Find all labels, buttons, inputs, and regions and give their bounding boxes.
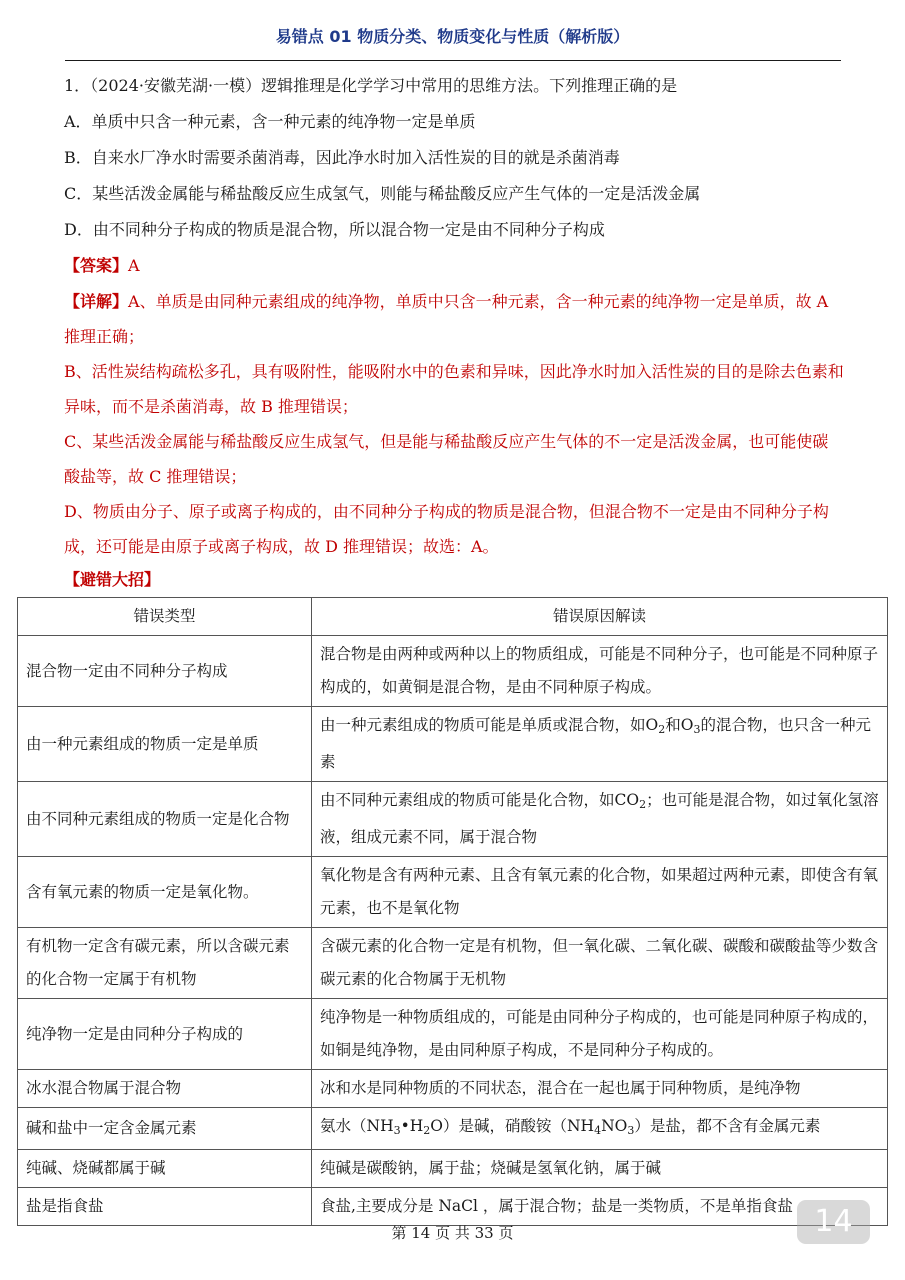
option-b: B．自来水厂净水时需要杀菌消毒，因此净水时加入活性炭的目的就是杀菌消毒 bbox=[64, 148, 620, 167]
table-header-row bbox=[18, 598, 888, 636]
error-reason-cell: 由不同种元素组成的物质可能是化合物，如$CO_2$；也可能是混合物，如过氧化氢溶液，组成元素不同，属于混合物 bbox=[312, 782, 888, 857]
page-number-badge[interactable]: 14 bbox=[797, 1200, 870, 1244]
question-stem: 1．（2024·安徽芜湖·一模）逻辑推理是化学学习中常用的思维方法。下列推理正确的是 bbox=[64, 76, 678, 95]
page-title: 易错点 01 物质分类、物质变化与性质（解析版） bbox=[275, 27, 630, 46]
table-row bbox=[18, 999, 888, 1070]
table-row bbox=[18, 1188, 888, 1226]
table-row bbox=[18, 1070, 888, 1108]
error-type-cell: 由一种元素组成的物质一定是单质 bbox=[18, 707, 312, 782]
detail-text-a: A、单质是由同种元素组成的纯净物，单质中只含一种元素，含一种元素的纯净物一定是单质，故 A 推理正确； bbox=[64, 292, 829, 346]
table-row bbox=[18, 928, 888, 999]
error-reason-cell: 食盐,主要成分是 NaCl ，属于混合物；盐是一类物质，不是单指食盐 bbox=[312, 1188, 888, 1226]
detail-paragraph-b: B、活性炭结构疏松多孔，具有吸附性，能吸附水中的色素和异味，因此净水时加入活性炭的目的是除去色素和异味，而不是杀菌消毒，故 B 推理错误； bbox=[64, 362, 844, 416]
error-type-cell: 冰水混合物属于混合物 bbox=[18, 1070, 312, 1108]
answer-label: 【答案】 bbox=[64, 256, 129, 275]
answer-value: A bbox=[128, 256, 140, 275]
error-type-cell: 有机物一定含有碳元素，所以含碳元素的化合物一定属于有机物 bbox=[18, 928, 312, 999]
option-d: D．由不同种分子构成的物质是混合物，所以混合物一定是由不同种分子构成 bbox=[64, 220, 605, 239]
detail-paragraph-c: C、某些活泼金属能与稀盐酸反应生成氢气，但是能与稀盐酸反应产生气体的不一定是活泼金属，也可能使碳酸盐等，故 C 推理错误； bbox=[64, 432, 829, 486]
table-row bbox=[18, 857, 888, 928]
error-type-cell: 碱和盐中一定含金属元素 bbox=[18, 1108, 312, 1150]
error-type-cell: 纯净物一定是由同种分子构成的 bbox=[18, 999, 312, 1070]
error-reason-cell: 混合物是由两种或两种以上的物质组成，可能是不同种分子，也可能是不同种原子构成的，如黄铜是混合物，是由不同种原子构成。 bbox=[312, 636, 888, 707]
detail-block bbox=[64, 284, 844, 564]
detail-paragraph-a bbox=[64, 284, 844, 354]
option-a: A．单质中只含一种元素，含一种元素的纯净物一定是单质 bbox=[64, 112, 476, 131]
error-type-cell: 盐是指食盐 bbox=[18, 1188, 312, 1226]
detail-paragraph-d: D、物质由分子、原子或离子构成的，由不同种分子构成的物质是混合物，但混合物不一定是由不同种分子构成，还可能是由原子或离子构成，故 D 推理错误；故选：A。 bbox=[64, 502, 829, 556]
error-reason-cell: 纯净物是一种物质组成的，可能是由同种分子构成的，也可能是同种原子构成的，如铜是纯净物，是由同种原子构成，不是同种分子构成的。 bbox=[312, 999, 888, 1070]
error-reason-cell: 氨水$(NH_3•H_2O)$是碱，硝酸铵$(NH_4NO_3)$是盐，都不含有金属元素 bbox=[312, 1108, 888, 1150]
table-row bbox=[18, 636, 888, 707]
error-type-cell: 纯碱、烧碱都属于碱 bbox=[18, 1150, 312, 1188]
column-header-type: 错误类型 bbox=[18, 598, 312, 636]
error-type-cell: 混合物一定由不同种分子构成 bbox=[18, 636, 312, 707]
error-reason-cell: 氧化物是含有两种元素、且含有氧元素的化合物，如果超过两种元素，即使含有氧元素，也不是氧化物 bbox=[312, 857, 888, 928]
error-type-cell: 由不同种元素组成的物质一定是化合物 bbox=[18, 782, 312, 857]
question-block bbox=[64, 68, 844, 564]
error-reason-cell: 含碳元素的化合物一定是有机物，但一氧化碳、二氧化碳、碳酸和碳酸盐等少数含碳元素的化合物属于无机物 bbox=[312, 928, 888, 999]
error-reason-cell: 纯碱是碳酸钠，属于盐；烧碱是氢氧化钠，属于碱 bbox=[312, 1150, 888, 1188]
table-row bbox=[18, 1150, 888, 1188]
option-c: C．某些活泼金属能与稀盐酸反应生成氢气，则能与稀盐酸反应产生气体的一定是活泼金属 bbox=[64, 184, 701, 203]
error-reason-cell: 冰和水是同种物质的不同状态，混合在一起也属于同种物质，是纯净物 bbox=[312, 1070, 888, 1108]
table-row bbox=[18, 1108, 888, 1150]
detail-label: 【详解】 bbox=[64, 292, 129, 311]
tips-title: 【避错大招】 bbox=[64, 570, 161, 589]
table-row bbox=[18, 707, 888, 782]
column-header-reason: 错误原因解读 bbox=[312, 598, 888, 636]
error-type-cell: 含有氧元素的物质一定是氧化物。 bbox=[18, 857, 312, 928]
tips-table bbox=[17, 597, 888, 1226]
header-divider bbox=[65, 60, 841, 61]
error-reason-cell: 由一种元素组成的物质可能是单质或混合物，如$O_2$和$O_3$的混合物，也只含一种元素 bbox=[312, 707, 888, 782]
table-row bbox=[18, 782, 888, 857]
answer-line bbox=[64, 248, 844, 284]
page-footer: 第 14 页 共 33 页 bbox=[391, 1224, 514, 1242]
